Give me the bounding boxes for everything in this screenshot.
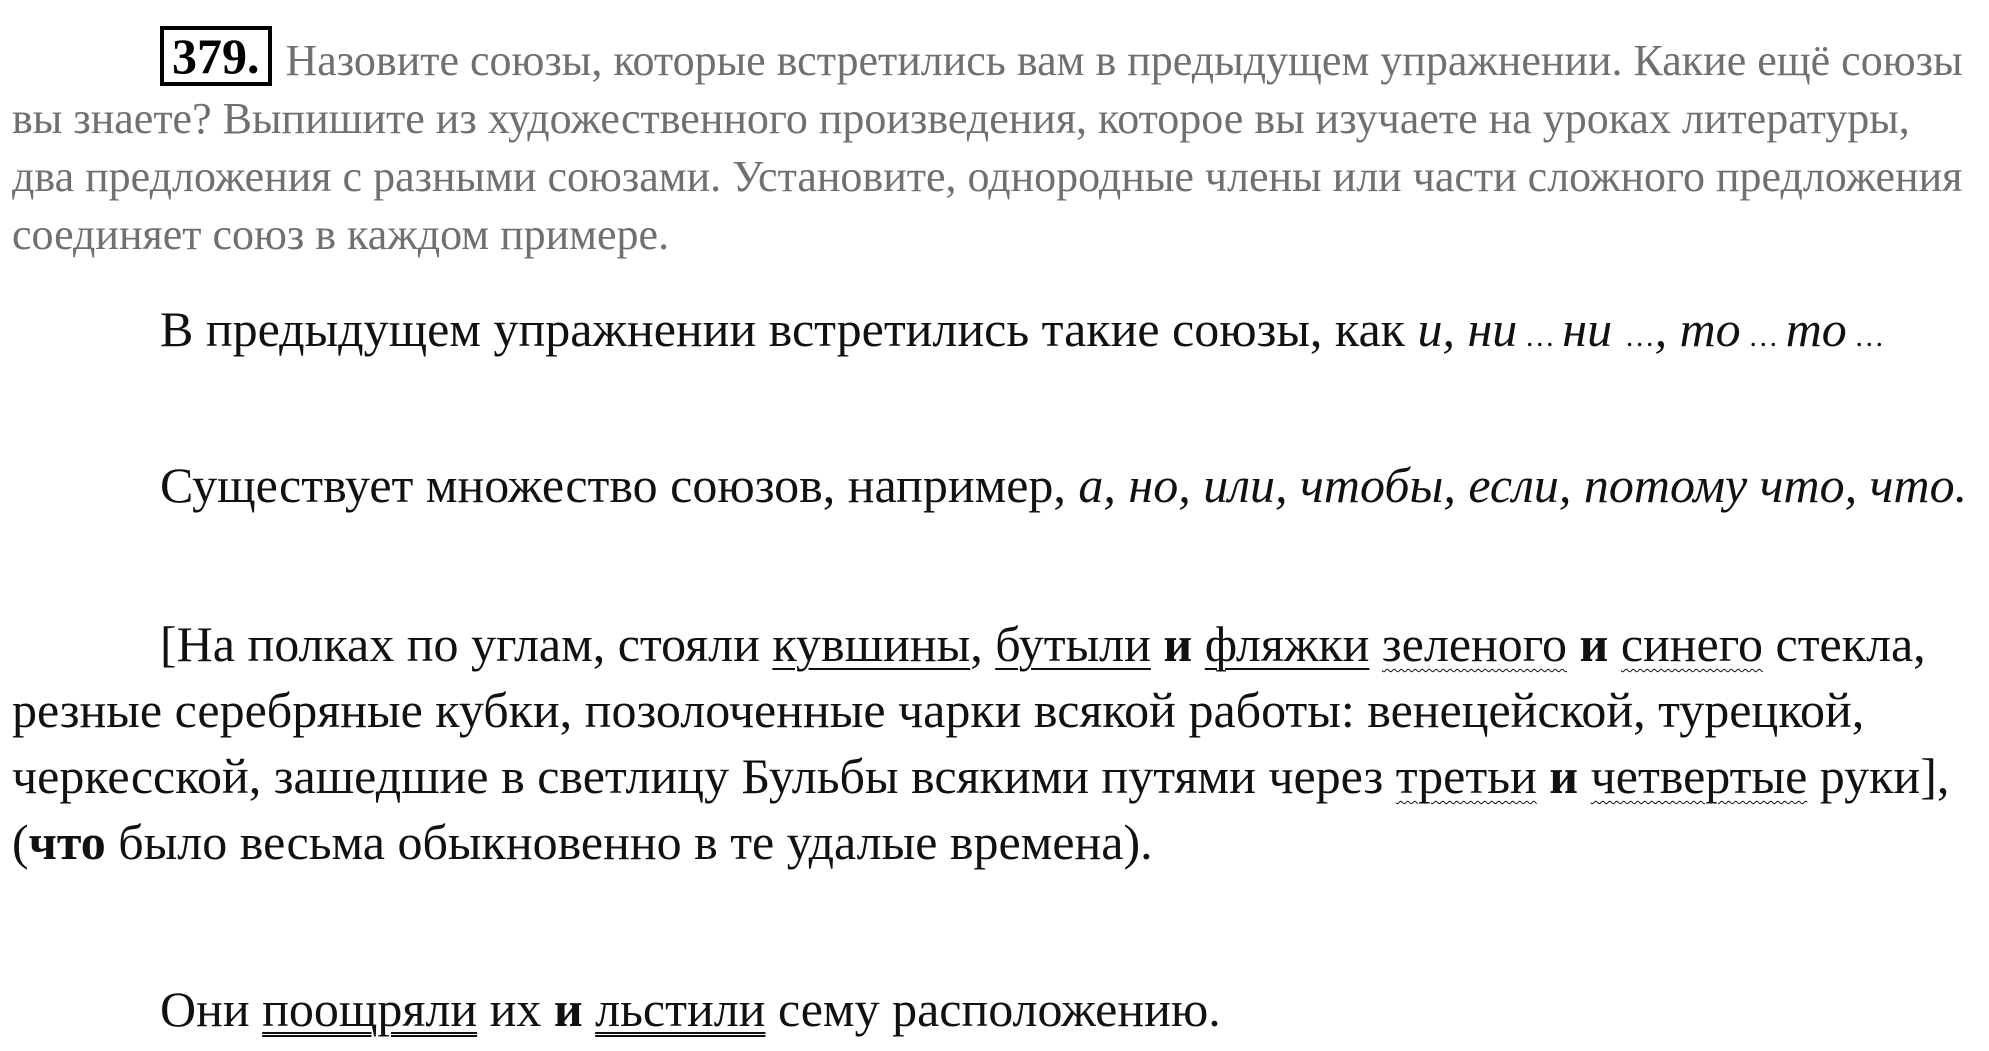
- p3-text-4: руки], (: [12, 748, 1950, 870]
- p1-ellipsis-2: …: [1624, 320, 1655, 353]
- p1-conj-1: и, ни: [1417, 301, 1518, 357]
- p1-conj-3: , то: [1654, 301, 1741, 357]
- p4-text-3: сему расположению.: [765, 981, 1221, 1037]
- p3-attribute-treti: третьи: [1395, 748, 1537, 804]
- p1-text: В предыдущем упражнении встретились такие союзы, как: [160, 301, 1418, 357]
- p2-conjunctions: а, но, или, чтобы, если, потому что, что.: [1078, 457, 1968, 513]
- p1-ellipsis-3: …: [1740, 320, 1786, 353]
- exercise-task: [12, 26, 1972, 264]
- p3-subject-butyli: бутыли: [995, 616, 1151, 672]
- exercise-instruction: Назовите союзы, которые встретились вам в предыдущем упражнении. Какие ещё союзы вы знаете? Выпишите из художественного произведения, которое вы изучаете на уроках литературы, два предложения с разными союзами. Установите, однородные члены или части сложного предложения соединяет союз в каждом примере.: [12, 36, 1963, 259]
- p3-attribute-zelenogo: зеленого: [1381, 616, 1568, 672]
- p3-subject-kuvshiny: кувшины: [772, 616, 971, 672]
- p3-conj-2: и: [1579, 616, 1609, 672]
- p2-text: Существует множество союзов, например,: [160, 457, 1079, 513]
- p3-text-3: стекла, резные серебряные кубки, позолоченные чарки всякой работы: венецейской, турецкой, черкесской, зашедшие в светлицу Бульбы всякими путями через: [12, 616, 1926, 804]
- exercise-number: 379.: [160, 26, 272, 86]
- p4-text-2: их: [477, 981, 554, 1037]
- p4-conj-1: и: [553, 981, 583, 1037]
- p3-attribute-chetvertye: четвертые: [1590, 748, 1808, 804]
- p3-text-5: было весьма обыкновенно в те удалые времена).: [105, 814, 1153, 870]
- p3-conj-3: и: [1549, 748, 1579, 804]
- p3-conj-4: что: [28, 814, 106, 870]
- p1-conj-2: ни: [1562, 301, 1613, 357]
- p3-subject-flyazhki: фляжки: [1204, 616, 1370, 672]
- p4-predicate-pooshchryali: поощряли: [262, 981, 478, 1037]
- p1-conj-4: то: [1785, 301, 1847, 357]
- p3-text-2: ,: [970, 616, 996, 672]
- p3-attribute-sinego: синего: [1620, 616, 1764, 672]
- answer-paragraph-4: [12, 976, 1972, 1042]
- p1-ellipsis-4: …: [1846, 320, 1885, 353]
- p3-conj-1: и: [1163, 616, 1193, 672]
- answer-paragraph-2: [12, 452, 1972, 518]
- p3-text-1: [На полках по углам, стояли: [160, 616, 773, 672]
- answer-paragraph-1: [12, 296, 1972, 370]
- p1-ellipsis-1: …: [1517, 320, 1563, 353]
- p4-predicate-lstili: льстили: [595, 981, 766, 1037]
- answer-paragraph-3: [12, 611, 1972, 875]
- p4-text-1: Они: [160, 981, 263, 1037]
